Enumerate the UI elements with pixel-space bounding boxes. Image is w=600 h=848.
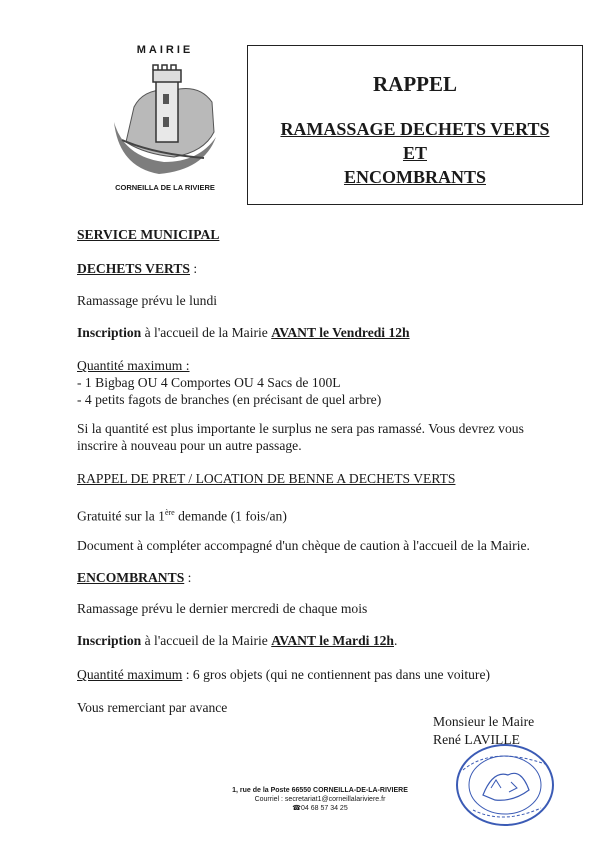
title-subtitle xyxy=(248,117,582,189)
dechets-heading: DECHETS VERTS : xyxy=(77,261,198,276)
encombrants-quantity: Quantité maximum : 6 gros objets (qui ne contiennent pas dans une voiture) xyxy=(77,667,491,682)
footer xyxy=(190,786,450,813)
mayor-stamp xyxy=(453,740,557,830)
dechets-quantity: Quantité maximum : - 1 Bigbag OU 4 Comportes OU 4 Sacs de 100L - 4 petits fagots de branches (en précisant de quel arbre) xyxy=(77,358,382,407)
title-main: RAPPEL xyxy=(373,72,457,96)
benne-heading: RAPPEL DE PRET / LOCATION DE BENNE A DECHETS VERTS xyxy=(77,471,456,486)
encombrants-heading: ENCOMBRANTS : xyxy=(77,570,192,585)
benne-free: Gratuité sur la 1ère demande (1 fois/an) xyxy=(77,508,287,524)
benne-document: Document à compléter accompagné d'un chèque de caution à l'accueil de la Mairie. xyxy=(77,538,530,553)
quantity-item: - 1 Bigbag OU 4 Comportes OU 4 Sacs de 100L xyxy=(77,375,341,390)
closing-text: Vous remerciant par avance xyxy=(77,700,228,715)
signature-name: René LAVILLE xyxy=(433,732,520,747)
encombrants-inscription: Inscription à l'accueil de la Mairie AVANT le Mardi 12h. xyxy=(77,633,398,648)
mairie-label: MAIRIE xyxy=(136,44,194,56)
dechets-inscription: Inscription à l'accueil de la Mairie AVANT le Vendredi 12h xyxy=(77,325,410,340)
town-logo xyxy=(104,62,224,180)
dechets-surplus: Si la quantité est plus importante le surplus ne sera pas ramassé. Vous devrez vous inscrire à nouveau pour un autre passage. xyxy=(77,421,524,453)
service-heading: SERVICE MUNICIPAL xyxy=(77,227,220,242)
title-line-2: ET xyxy=(402,143,427,163)
footer-phone: ☎04 68 57 34 25 xyxy=(292,805,348,812)
encombrants-pickup: Ramassage prévu le dernier mercredi de chaque mois xyxy=(77,601,368,616)
quantity-item: - 4 petits fagots de branches (en précisant de quel arbre) xyxy=(77,392,382,407)
dechets-pickup: Ramassage prévu le lundi xyxy=(77,293,218,308)
footer-address: 1, rue de la Poste 66550 CORNEILLA-DE-LA-RIVIERE xyxy=(232,787,408,794)
signature-role: Monsieur le Maire xyxy=(433,714,535,729)
title-line-3: ENCOMBRANTS xyxy=(343,167,486,187)
town-name: CORNEILLA DE LA RIVIERE xyxy=(115,183,215,192)
title-line-1: RAMASSAGE DECHETS VERTS xyxy=(280,119,550,139)
footer-email: Courriel : secretariat1@corneillalariviere.fr xyxy=(254,796,386,803)
title-box xyxy=(247,45,583,205)
